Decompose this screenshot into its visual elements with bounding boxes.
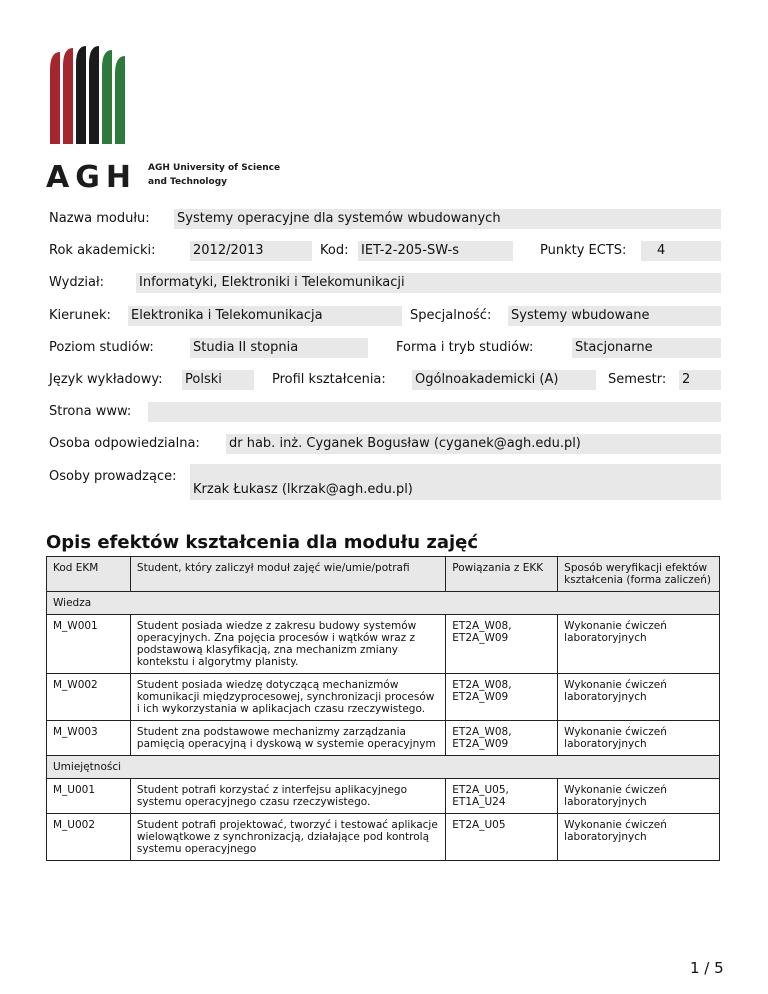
table-row — [47, 674, 720, 721]
logo-red-arch — [63, 48, 73, 144]
section-title: Opis efektów kształcenia dla modułu zajęć — [46, 532, 479, 553]
cell-verification: Wykonanie ćwiczeń laboratoryjnych — [558, 674, 720, 721]
cell-verification: Wykonanie ćwiczeń laboratoryjnych — [558, 814, 720, 861]
specialty-value: Systemy wbudowane — [508, 306, 721, 326]
cell-code: M_W002 — [47, 674, 131, 721]
logo-university-line2: and Technology — [148, 177, 228, 187]
level-label: Poziom studiów: — [49, 340, 154, 355]
header-links: Powiązania z EKK — [446, 557, 558, 592]
cell-links: ET2A_W08, ET2A_W09 — [446, 615, 558, 674]
form-label: Forma i tryb studiów: — [396, 340, 534, 355]
profile-label: Profil kształcenia: — [272, 372, 386, 387]
agh-logo — [46, 44, 286, 194]
header-code: Kod EKM — [47, 557, 131, 592]
faculty-value: Informatyki, Elektroniki i Telekomunikacji — [136, 273, 721, 293]
language-label: Język wykładowy: — [49, 372, 163, 387]
www-value — [148, 402, 721, 422]
year-label: Rok akademicki: — [49, 243, 156, 258]
semester-value: 2 — [679, 370, 721, 390]
form-value: Stacjonarne — [572, 338, 721, 358]
cell-verification: Wykonanie ćwiczeń laboratoryjnych — [558, 615, 720, 674]
logo-black-arch — [76, 46, 86, 144]
faculty-label: Wydział: — [49, 275, 105, 290]
cell-links: ET2A_W08, ET2A_W09 — [446, 674, 558, 721]
header-description: Student, który zaliczył moduł zajęć wie/umie/potrafi — [130, 557, 445, 592]
cell-verification: Wykonanie ćwiczeń laboratoryjnych — [558, 779, 720, 814]
table-row — [47, 814, 720, 861]
section-title-knowledge: Wiedza — [47, 592, 720, 615]
cell-description: Student potrafi korzystać z interfejsu aplikacyjnego systemu operacyjnego czasu rzeczywistego. — [130, 779, 445, 814]
section-row-knowledge — [47, 592, 720, 615]
language-value: Polski — [182, 370, 254, 390]
module-name-label: Nazwa modułu: — [49, 211, 150, 226]
cell-code: M_W001 — [47, 615, 131, 674]
semester-label: Semestr: — [608, 372, 667, 387]
logo-black-arch — [89, 46, 99, 144]
code-value: IET-2-205-SW-s — [358, 241, 513, 261]
profile-value: Ogólnoakademicki (A) — [412, 370, 596, 390]
table-row — [47, 615, 720, 674]
learning-outcomes-table — [46, 556, 720, 861]
www-label: Strona www: — [49, 404, 132, 419]
table-header-row — [47, 557, 720, 592]
level-value: Studia II stopnia — [190, 338, 368, 358]
section-title-skills: Umiejętności — [47, 756, 720, 779]
logo-green-arch — [115, 56, 125, 144]
teachers-label: Osoby prowadzące: — [49, 469, 177, 484]
logo-university-line1: AGH University of Science — [148, 163, 281, 173]
header-verification: Sposób weryfikacji efektów kształcenia (forma zaliczeń) — [558, 557, 720, 592]
responsible-label: Osoba odpowiedzialna: — [49, 436, 200, 451]
table-row — [47, 779, 720, 814]
field-value: Elektronika i Telekomunikacja — [128, 306, 402, 326]
cell-links: ET2A_W08, ET2A_W09 — [446, 721, 558, 756]
logo-abbr: AGH — [46, 160, 137, 194]
year-value: 2012/2013 — [190, 241, 312, 261]
cell-code: M_U001 — [47, 779, 131, 814]
section-row-skills — [47, 756, 720, 779]
ects-value: 4 — [641, 241, 721, 261]
cell-description: Student posiada wiedzę dotyczącą mechanizmów komunikacji międzyprocesowej, synchronizacji procesów i ich wykorzystania w aplikacjach czasu rzeczywistego. — [130, 674, 445, 721]
ects-label: Punkty ECTS: — [540, 243, 627, 258]
cell-description: Student zna podstawowe mechanizmy zarządzania pamięcią operacyjną i dyskową w systemie operacyjnym — [130, 721, 445, 756]
responsible-value: dr hab. inż. Cyganek Bogusław (cyganek@agh.edu.pl) — [226, 434, 721, 454]
code-label: Kod: — [320, 243, 349, 258]
logo-green-arch — [102, 50, 112, 144]
cell-code: M_W003 — [47, 721, 131, 756]
specialty-label: Specjalność: — [410, 308, 492, 323]
teachers-value: Krzak Łukasz (lkrzak@agh.edu.pl) — [190, 464, 721, 500]
field-label: Kierunek: — [49, 308, 111, 323]
cell-links: ET2A_U05 — [446, 814, 558, 861]
page-number: 1 / 5 — [690, 959, 724, 977]
cell-verification: Wykonanie ćwiczeń laboratoryjnych — [558, 721, 720, 756]
cell-links: ET2A_U05, ET1A_U24 — [446, 779, 558, 814]
cell-code: M_U002 — [47, 814, 131, 861]
agh-emblem — [50, 46, 125, 144]
logo-red-arch — [50, 52, 60, 144]
module-name-value: Systemy operacyjne dla systemów wbudowanych — [174, 209, 721, 229]
cell-description: Student posiada wiedze z zakresu budowy systemów operacyjnych. Zna pojęcia procesów i wątków wraz z podstawową klasyfikacją, zna mechanizm zmiany kontekstu i algorytmy planisty. — [130, 615, 445, 674]
cell-description: Student potrafi projektować, tworzyć i testować aplikacje wielowątkowe z synchronizacją, działające pod kontrolą systemu operacyjnego — [130, 814, 445, 861]
table-row — [47, 721, 720, 756]
